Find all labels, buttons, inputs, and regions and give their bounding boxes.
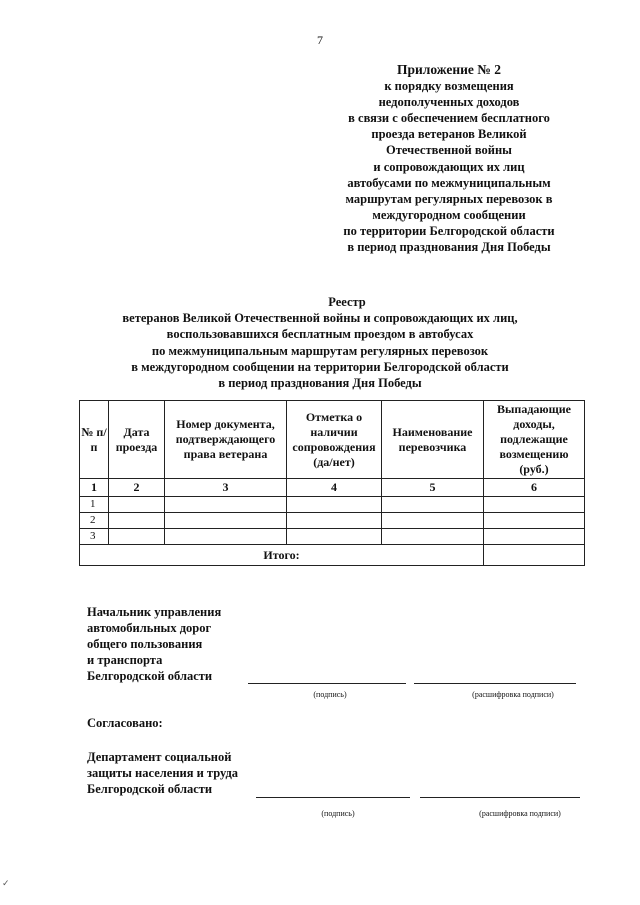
name-caption: (расшифровка подписи) (472, 690, 554, 699)
row-number: 1 (80, 497, 109, 513)
appendix-line: в связи с обеспечением бесплатного (348, 111, 550, 126)
column-number: 4 (287, 479, 382, 497)
header-lost-revenue: Выпадающие доходы, подлежащие возмещению (руб.) (484, 401, 585, 479)
table-row (80, 529, 585, 545)
signatory-line: Белгородской области (87, 669, 213, 684)
appendix-line: Отечественной войны (386, 143, 512, 158)
register-heading (0, 294, 640, 391)
signatory-line: Департамент социальной (87, 750, 232, 764)
header-escort-mark: Отметка о наличии сопровождения (да/нет) (287, 401, 382, 479)
table-cell (109, 513, 165, 529)
name-caption: (расшифровка подписи) (479, 809, 561, 818)
signatory-2-title (87, 749, 238, 797)
appendix-line: недополученных доходов (378, 95, 520, 110)
total-label: Итого: (80, 545, 484, 566)
table-cell (382, 529, 484, 545)
signatory-line: Белгородской области (87, 782, 213, 797)
table-cell (165, 497, 287, 513)
appendix-line: междугородном сообщении (372, 207, 526, 222)
agreed-label: Согласовано: (87, 716, 163, 730)
register-table (79, 400, 585, 566)
table-cell (109, 497, 165, 513)
appendix-line: автобусами по межмуниципальным (347, 175, 551, 190)
header-date: Дата проезда (109, 401, 165, 479)
page-number: 7 (317, 33, 323, 47)
appendix-title: Приложение № 2 (397, 62, 501, 77)
row-number: 3 (80, 529, 109, 545)
table-cell (484, 513, 585, 529)
table-row (80, 513, 585, 529)
register-line: по межмуниципальным маршрутам регулярных перевозок (151, 343, 489, 358)
table-cell (287, 513, 382, 529)
appendix-line: проезда ветеранов Великой (371, 127, 527, 142)
table-cell (287, 529, 382, 545)
signatory-line: Начальник управления (87, 605, 222, 619)
register-line: в междугородном сообщении на территории Белгородской области (131, 359, 509, 374)
table-row (80, 497, 585, 513)
register-line: воспользовавшихся бесплатным проездом в автобусах (166, 327, 474, 342)
signatory-line: и транспорта (87, 653, 163, 668)
signature-caption: (подпись) (313, 690, 347, 699)
table-cell (109, 529, 165, 545)
scan-mark-icon: ✓ (2, 878, 10, 888)
name-line (414, 683, 576, 684)
signature-line (248, 683, 406, 684)
signature-line (256, 797, 410, 798)
table-cell (382, 497, 484, 513)
register-line: в период празднования Дня Победы (218, 376, 422, 391)
table-cell (165, 529, 287, 545)
header-document-number: Номер документа, подтверждающего права ветерана (165, 401, 287, 479)
name-line (420, 797, 580, 798)
appendix-line: к порядку возмещения (384, 79, 514, 94)
header-carrier-name: Наименование перевозчика (382, 401, 484, 479)
appendix-line: по территории Белгородской области (343, 223, 555, 238)
appendix-line: и сопровождающих их лиц (373, 159, 525, 174)
appendix-line: в период празднования Дня Победы (347, 240, 551, 255)
register-line: ветеранов Великой Отечественной войны и сопровождающих их лиц, (122, 311, 518, 326)
table-header-row (80, 401, 585, 479)
register-title: Реестр (328, 295, 366, 309)
column-numbers-row (80, 479, 585, 497)
column-number: 3 (165, 479, 287, 497)
signatory-line: общего пользования (87, 637, 203, 652)
table-cell (484, 529, 585, 545)
header-number: № п/п (80, 401, 109, 479)
signatory-line: защиты населения и труда (87, 766, 239, 781)
row-number: 2 (80, 513, 109, 529)
signatory-line: автомобильных дорог (87, 621, 212, 636)
signature-caption: (подпись) (321, 809, 355, 818)
table-cell (287, 497, 382, 513)
total-value (484, 545, 585, 566)
appendix-heading (335, 62, 563, 255)
appendix-line: маршрутам регулярных перевозок в (345, 191, 553, 206)
table-cell (484, 497, 585, 513)
column-number: 1 (80, 479, 109, 497)
column-number: 2 (109, 479, 165, 497)
signatory-1-title (87, 604, 221, 684)
column-number: 6 (484, 479, 585, 497)
total-row (80, 545, 585, 566)
table-cell (165, 513, 287, 529)
table-cell (382, 513, 484, 529)
column-number: 5 (382, 479, 484, 497)
